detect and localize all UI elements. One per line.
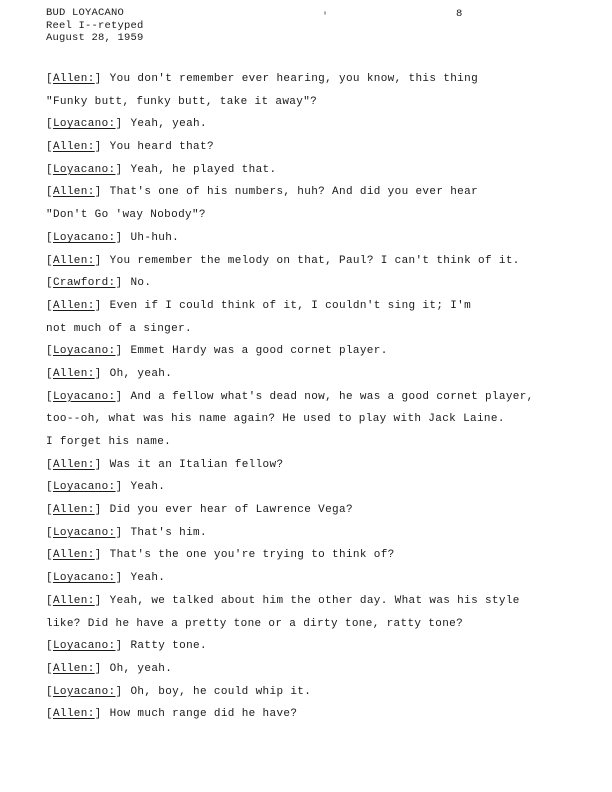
speaker-name: Allen: (52, 186, 95, 199)
transcript-line (46, 345, 576, 368)
line-text: Yeah. (130, 572, 166, 585)
speaker-label: [Allen:] (46, 254, 102, 267)
speaker-label: [Allen:] (46, 549, 102, 562)
speaker-label: [Loyacano:] (46, 526, 123, 539)
speaker-name: Allen: (52, 549, 95, 562)
speaker-name: Allen: (52, 299, 95, 312)
speaker-label: [Loyacano:] (46, 163, 123, 176)
speaker-label: [Loyacano:] (46, 481, 123, 494)
transcript-line (46, 640, 576, 663)
transcript-line (46, 232, 576, 255)
line-text: That's the one you're trying to think of? (109, 549, 395, 562)
line-text: Did you ever hear of Lawrence Vega? (109, 504, 353, 517)
speaker-label: [Allen:] (46, 186, 102, 199)
line-text: Yeah. (130, 481, 166, 494)
speaker-label: [Allen:] (46, 504, 102, 517)
speaker-name: Allen: (52, 254, 95, 267)
speaker-label: [Crawford:] (46, 277, 123, 290)
speaker-name: Loyacano: (52, 481, 116, 494)
transcript-line (46, 618, 576, 641)
transcript-line (46, 481, 576, 504)
transcript-line (46, 595, 576, 618)
line-text: too--oh, what was his name again? He used to play with Jack Laine. (46, 413, 505, 426)
line-text: And a fellow what's dead now, he was a good cornet player, (130, 390, 534, 403)
speaker-name: Crawford: (52, 277, 116, 290)
transcript-line (46, 708, 576, 731)
line-text: Oh, yeah. (109, 662, 173, 675)
speaker-name: Allen: (52, 73, 95, 85)
transcript-line (46, 323, 576, 346)
line-text: I forget his name. (46, 436, 172, 448)
line-text: Emmet Hardy was a good cornet player. (130, 345, 388, 358)
transcript-line (46, 209, 576, 232)
line-text: You don't remember ever hearing, you know, this thing (109, 73, 479, 85)
transcript-line (46, 96, 576, 119)
line-text: You heard that? (109, 141, 214, 154)
speaker-label: [Allen:] (46, 708, 102, 721)
speaker-name: Loyacano: (52, 163, 116, 176)
speaker-name: Allen: (52, 141, 95, 154)
line-text: "Funky butt, funky butt, take it away"? (46, 95, 318, 108)
speaker-label: [Loyacano:] (46, 640, 123, 653)
line-text: Yeah, yeah. (130, 118, 207, 131)
speaker-name: Allen: (52, 662, 95, 675)
speaker-name: Loyacano: (52, 231, 116, 244)
transcript-line (46, 118, 576, 141)
line-text: Ratty tone. (130, 640, 207, 653)
speaker-label: [Loyacano:] (46, 231, 123, 244)
transcript-line (46, 164, 576, 187)
transcript-line (46, 686, 576, 709)
speaker-name: Allen: (52, 367, 95, 380)
transcript-line (46, 413, 576, 436)
speaker-name: Allen: (52, 504, 95, 517)
transcript-line (46, 527, 576, 550)
line-text: How much range did he have? (109, 708, 298, 721)
line-text: No. (130, 277, 152, 290)
reel-label: Reel I--retyped (46, 19, 144, 32)
transcript-line (46, 141, 576, 164)
line-text: Uh-huh. (130, 231, 180, 244)
transcript-line (46, 277, 576, 300)
line-text: Was it an Italian fellow? (109, 458, 284, 471)
line-text: That's him. (130, 526, 207, 539)
document-header (46, 7, 144, 45)
line-text: not much of a singer. (46, 322, 192, 335)
speaker-label: [Allen:] (46, 299, 102, 312)
interviewee-name: BUD LOYACANO (46, 7, 125, 19)
speaker-label: [Allen:] (46, 141, 102, 154)
speaker-label: [Allen:] (46, 73, 102, 85)
transcript-line (46, 368, 576, 391)
speaker-name: Loyacano: (52, 572, 116, 585)
speaker-label: [Allen:] (46, 367, 102, 380)
transcript-line (46, 391, 576, 414)
transcript-line (46, 572, 576, 595)
speaker-label: [Loyacano:] (46, 345, 123, 358)
transcript-line (46, 663, 576, 686)
transcript-body (46, 73, 576, 731)
transcript-line (46, 255, 576, 278)
line-text: like? Did he have a pretty tone or a dirty tone, ratty tone? (46, 617, 464, 630)
line-text: Oh, yeah. (109, 367, 173, 380)
interview-date: August 28, 1959 (46, 32, 144, 44)
speaker-name: Allen: (52, 458, 95, 471)
line-text: You remember the melody on that, Paul? I can't think of it. (109, 254, 520, 267)
speaker-label: [Allen:] (46, 458, 102, 471)
speaker-name: Loyacano: (52, 118, 116, 131)
speaker-name: Loyacano: (52, 345, 116, 358)
speaker-label: [Allen:] (46, 662, 102, 675)
speaker-name: Allen: (52, 708, 95, 721)
line-text: Yeah, he played that. (130, 163, 277, 176)
speaker-name: Loyacano: (52, 640, 116, 653)
speaker-name: Allen: (52, 594, 95, 607)
speaker-label: [Allen:] (46, 594, 102, 607)
line-text: That's one of his numbers, huh? And did you ever hear (109, 186, 479, 199)
transcript-line (46, 300, 576, 323)
transcript-line (46, 459, 576, 482)
transcript-line (46, 73, 576, 96)
speaker-label: [Loyacano:] (46, 390, 123, 403)
page-number: 8 (456, 8, 463, 20)
transcript-line (46, 549, 576, 572)
transcript-line (46, 186, 576, 209)
line-text: Even if I could think of it, I couldn't sing it; I'm (109, 299, 472, 312)
speaker-label: [Loyacano:] (46, 685, 123, 698)
line-text: Oh, boy, he could whip it. (130, 685, 312, 698)
speaker-label: [Loyacano:] (46, 572, 123, 585)
transcript-line (46, 436, 576, 459)
speaker-name: Loyacano: (52, 685, 116, 698)
speaker-name: Loyacano: (52, 526, 116, 539)
line-text: Yeah, we talked about him the other day. What was his style (109, 594, 520, 607)
speaker-name: Loyacano: (52, 390, 116, 403)
transcript-line (46, 504, 576, 527)
line-text: "Don't Go 'way Nobody"? (46, 209, 206, 222)
speaker-label: [Loyacano:] (46, 118, 123, 131)
stray-mark: ' (322, 12, 329, 23)
